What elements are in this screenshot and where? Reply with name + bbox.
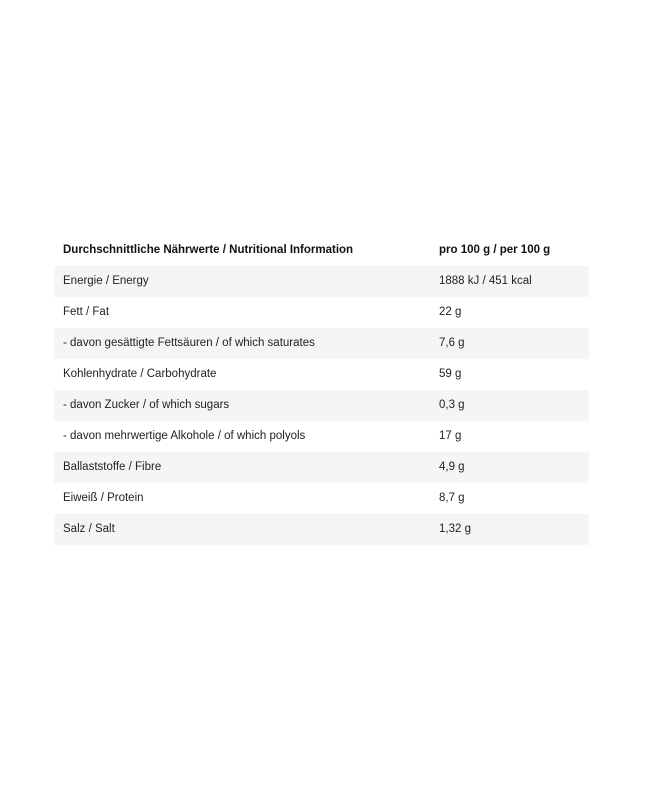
nutrient-label: Salz / Salt [63, 523, 115, 535]
table-row [54, 421, 589, 452]
nutrient-label: Kohlenhydrate / Carbohydrate [63, 368, 217, 380]
table-row [54, 328, 589, 359]
nutrient-value: 59 g [439, 368, 462, 380]
nutrient-label: Ballaststoffe / Fibre [63, 461, 162, 473]
header-value: pro 100 g / per 100 g [439, 243, 551, 256]
nutrient-label: Fett / Fat [63, 306, 110, 318]
nutrient-value: 17 g [439, 430, 462, 442]
nutrient-value: 4,9 g [439, 461, 465, 473]
table-row [54, 514, 589, 545]
table-row [54, 266, 589, 297]
header-row [54, 234, 589, 266]
nutrient-label: - davon Zucker / of which sugars [63, 399, 230, 411]
table-row [54, 297, 589, 328]
nutrient-label: - davon mehrwertige Alkohole / of which polyols [63, 430, 306, 442]
nutrition-table-body [54, 266, 589, 545]
table-row [54, 359, 589, 390]
table-row [54, 483, 589, 514]
table-row [54, 390, 589, 421]
nutrient-value: 1888 kJ / 451 kcal [439, 275, 532, 287]
nutrient-value: 1,32 g [439, 523, 471, 535]
nutrient-value: 8,7 g [439, 492, 465, 504]
nutrient-value: 22 g [439, 306, 462, 318]
table-row [54, 452, 589, 483]
nutrient-label: Eiweiß / Protein [63, 492, 144, 504]
header-label: Durchschnittliche Nährwerte / Nutritional Information [63, 243, 354, 256]
nutrient-value: 0,3 g [439, 399, 465, 411]
nutrition-table-header [54, 234, 589, 266]
nutrient-label: - davon gesättigte Fettsäuren / of which saturates [63, 337, 315, 349]
nutrient-label: Energie / Energy [63, 275, 149, 287]
nutrient-value: 7,6 g [439, 337, 465, 349]
nutrition-table [54, 234, 589, 545]
